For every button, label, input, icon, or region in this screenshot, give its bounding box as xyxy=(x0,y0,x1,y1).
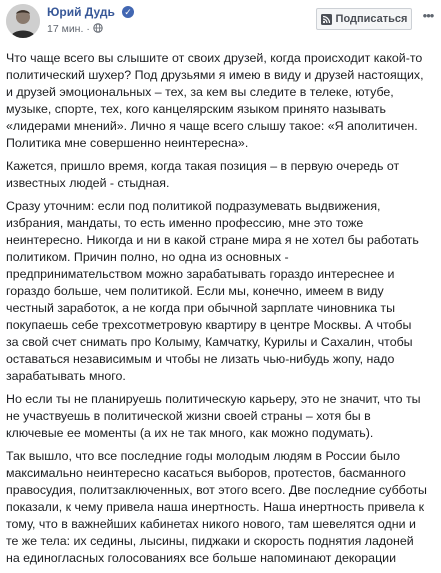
subscribe-button[interactable] xyxy=(316,8,412,30)
more-icon[interactable]: ••• xyxy=(422,8,434,23)
post-paragraph: Так вышло, что все последние годы молодым людям в России было максимально неинтересно касаться выборов, протестов, басманного правосудия, политзаключенных, вот этого всего. Две последние субботы показали, к чему привела наша инертность. Наша инертность привела к тому, что в важнейших кабинетах никого нового, там шевелятся одни и те же тела: их седины, лысины, пиджаки и скорость поднятия ладоней на единогласных голосованиях все больше напоминают декорации xyxy=(6,449,427,565)
avatar-image xyxy=(6,4,40,38)
post-paragraph: Кажется, пришло время, когда такая позиция – в первую очередь от известных людей - стыдная. xyxy=(6,159,400,190)
rss-icon xyxy=(321,14,332,25)
post-timestamp[interactable]: 17 мин. xyxy=(47,23,84,35)
post-paragraph: Но если ты не планируешь политическую карьеру, это не значит, что ты не участвуешь в политической жизни своей страны – хотя бы в ключевые ее моменты (а их не так много, как можно подумать). xyxy=(6,392,421,440)
post-paragraph: Что чаще всего вы слышите от своих друзей, когда происходит какой-то политический шухер? Под друзьями я имею в виду и друзей настоящих, и друзей эмоциональных – тех, за кем вы следите в телеке, ютубе, музыке, спорте, тех, кого канцелярским языком принято называть «лидерами мнений». Лично я чаще всего слышу такое: «Я аполитичен. Политика мне совершенно неинтересна». xyxy=(6,51,424,150)
post-body xyxy=(6,50,438,573)
globe-icon xyxy=(93,23,103,33)
subscribe-label: Подписаться xyxy=(335,13,408,25)
post-header xyxy=(0,0,441,44)
verified-icon: ✓ xyxy=(122,6,134,18)
author-avatar[interactable] xyxy=(6,4,40,38)
post-meta: 17 мин. · xyxy=(47,23,103,35)
author-name[interactable]: Юрий Дудь xyxy=(47,5,115,19)
post-paragraph: Сразу уточним: если под политикой подразумевать выдвижения, избрания, мандаты, то есть именно профессию, мне это тоже неинтересно. Никогда и ни в какой стране мира я не хотел бы работать политиком. Причин полно, но одна из основных - предпринимательством можно зарабатывать гораздо интереснее и гораздо больше, чем политикой. Если мы, конечно, имеем в виду честный заработок, а не когда при обычной зарплате чиновника ты покупаешь себе трехсотметровую квартиру в центре Москвы. А чтобы за свой счет снимать про Колыму, Камчатку, Курилы и Сахалин, чтобы оставаться независимым и чтобы не лизать чью-нибудь жопу, надо зарабатывать много. xyxy=(6,199,419,383)
